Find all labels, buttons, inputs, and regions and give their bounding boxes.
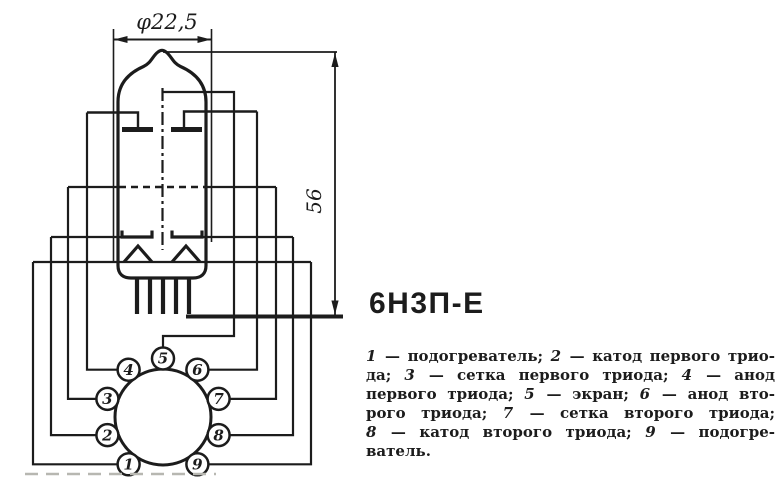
wire-pin8 bbox=[230, 237, 293, 435]
pin-9 bbox=[186, 453, 208, 475]
pin-2-number: 2 bbox=[102, 426, 113, 445]
cathode2 bbox=[172, 231, 202, 238]
pin-1 bbox=[118, 453, 140, 475]
socket-bottom-view bbox=[96, 348, 229, 476]
pin-7-number: 7 bbox=[213, 390, 224, 409]
arrow-left-icon bbox=[114, 36, 128, 43]
wire-pin7 bbox=[230, 187, 276, 399]
legend-line: рого триода; 7 — сетка второго триода; bbox=[366, 404, 775, 422]
wire-pin3 bbox=[68, 187, 96, 399]
pin-7 bbox=[208, 388, 230, 410]
pin-4 bbox=[118, 359, 140, 381]
heater-filaments bbox=[124, 246, 200, 262]
legend-line: первого триода; 5 — экран; 6 — анод вто- bbox=[366, 385, 775, 403]
pin-3 bbox=[96, 388, 118, 410]
anode2-support bbox=[184, 112, 257, 130]
pin-2 bbox=[96, 424, 118, 446]
pin-6 bbox=[186, 359, 208, 381]
tube-name: 6Н3П-Е bbox=[369, 287, 485, 320]
pin-5-number: 5 bbox=[157, 349, 169, 368]
pin-1-number: 1 bbox=[123, 455, 134, 474]
pin-8-number: 8 bbox=[213, 426, 224, 445]
height-label: 56 bbox=[302, 188, 326, 214]
socket-circle bbox=[115, 369, 211, 465]
legend-line: ватель. bbox=[366, 442, 431, 460]
pin-6-number: 6 bbox=[192, 360, 203, 379]
base-pins bbox=[137, 278, 189, 314]
arrow-up-icon bbox=[331, 53, 338, 67]
legend-line: 1 — подогреватель; 2 — катод первого трио- bbox=[366, 347, 775, 365]
pin-legend bbox=[366, 347, 775, 461]
pin-5 bbox=[152, 348, 174, 370]
pin-8 bbox=[208, 424, 230, 446]
diameter-dimension bbox=[114, 10, 212, 261]
pin-9-number: 9 bbox=[192, 455, 203, 474]
wire-pin6 bbox=[208, 112, 257, 370]
legend-line: 8 — катод второго триода; 9 — подогре- bbox=[366, 423, 775, 441]
anode1-support bbox=[87, 113, 138, 130]
legend-line: да; 3 — сетка первого триода; 4 — анод bbox=[366, 366, 775, 384]
pin-3-number: 3 bbox=[102, 390, 113, 409]
diameter-label: φ22,5 bbox=[136, 10, 198, 34]
pin-4-number: 4 bbox=[123, 360, 134, 379]
cathode1 bbox=[122, 231, 152, 238]
arrow-right-icon bbox=[198, 36, 212, 43]
tube-outline-drawing bbox=[0, 0, 360, 484]
arrow-down-icon bbox=[331, 301, 338, 315]
wire-pin2 bbox=[51, 237, 96, 435]
